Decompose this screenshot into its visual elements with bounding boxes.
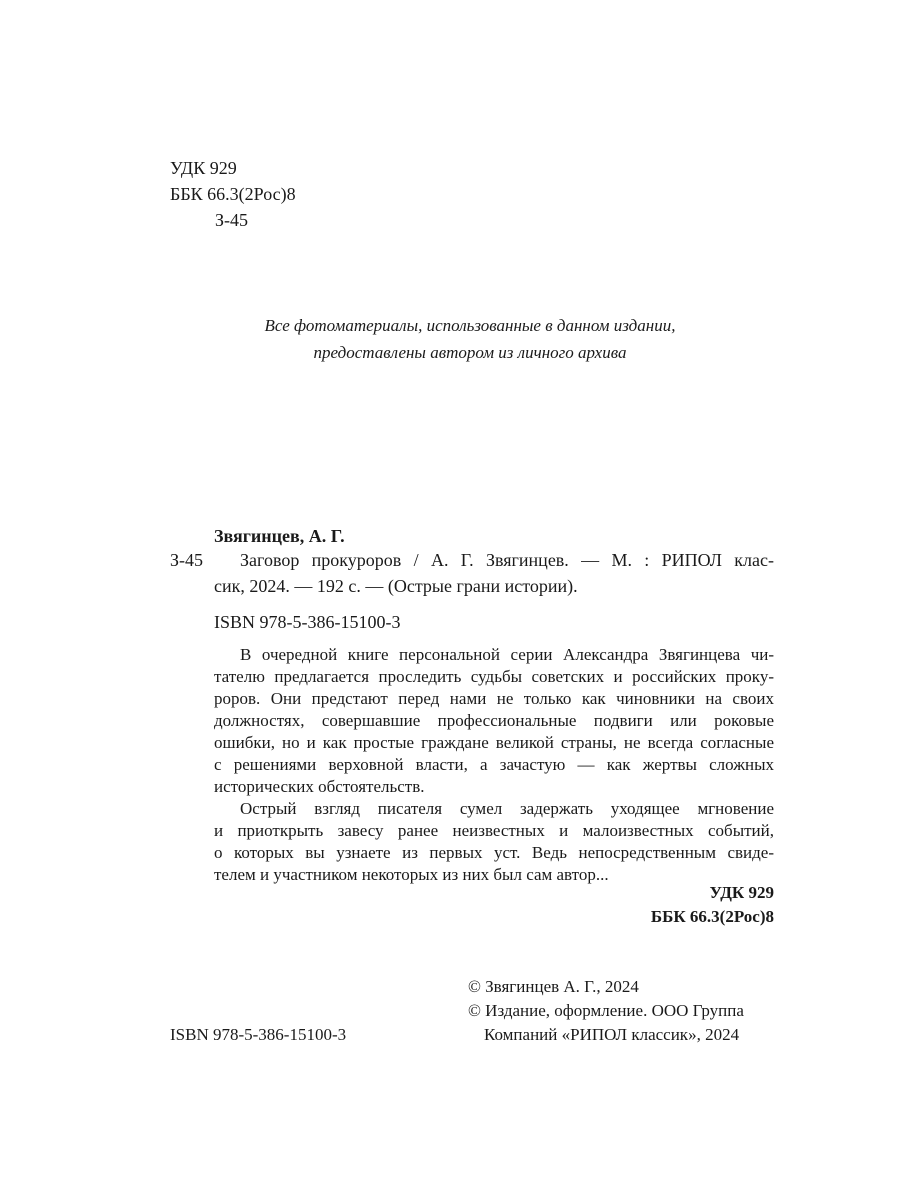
annotation-p1-line: исторических обстоятельств. [214, 777, 425, 796]
annotation-p1-line: тателю предлагается проследить судьбы советских и российских проку- [214, 667, 774, 686]
copyright-author: © Звягинцев А. Г., 2024 [468, 977, 639, 996]
photo-note-line-1: Все фотоматериалы, использованные в данном издании, [264, 316, 676, 335]
annotation-p2-line: о которых вы узнаете из первых уст. Ведь непосредственным свиде- [214, 843, 774, 862]
bib-sign: З-45 [170, 550, 204, 570]
bbk-code: ББК 66.3(2Рос)8 [170, 184, 296, 204]
annotation-p1-line: ошибки, но и как простые граждане великой страны, не всегда согласные [214, 733, 774, 752]
author-sign: З-45 [215, 210, 249, 230]
bib-entry-line-2: сик, 2024. — 192 с. — (Острые грани истории). [214, 576, 578, 596]
bib-entry-line-1: Заговор прокуроров / А. Г. Звягинцев. — М. : РИПОЛ клас- [240, 550, 774, 570]
annotation-p1-line: должностях, совершавшие профессиональные подвиги или роковые [214, 711, 774, 730]
bib-author: Звягинцев, А. Г. [214, 526, 345, 546]
annotation-p1-line: роров. Они предстают перед нами не только как чиновники на своих [214, 689, 774, 708]
index-bbk: ББК 66.3(2Рос)8 [650, 907, 774, 926]
footer-isbn: ISBN 978-5-386-15100-3 [170, 1025, 347, 1044]
index-udk: УДК 929 [709, 883, 774, 902]
bib-isbn: ISBN 978-5-386-15100-3 [214, 612, 401, 632]
annotation-p2-line: и приоткрыть завесу ранее неизвестных и малоизвестных событий, [214, 821, 774, 840]
udk-code: УДК 929 [170, 158, 237, 178]
annotation-p1-line: с решениями верховной власти, а зачастую — как жертвы сложных [214, 755, 774, 774]
annotation-p2-line: телем и участником некоторых из них был сам автор... [214, 865, 609, 884]
copyright-publisher-line-2: Компаний «РИПОЛ классик», 2024 [484, 1025, 740, 1044]
annotation-p2-line: Острый взгляд писателя сумел задержать уходящее мгновение [240, 799, 774, 818]
photo-note-line-2: предоставлены автором из личного архива [313, 343, 627, 362]
copyright-publisher-line-1: © Издание, оформление. ООО Группа [468, 1001, 744, 1020]
annotation-p1-line: В очередной книге персональной серии Александра Звягинцева чи- [240, 645, 774, 664]
